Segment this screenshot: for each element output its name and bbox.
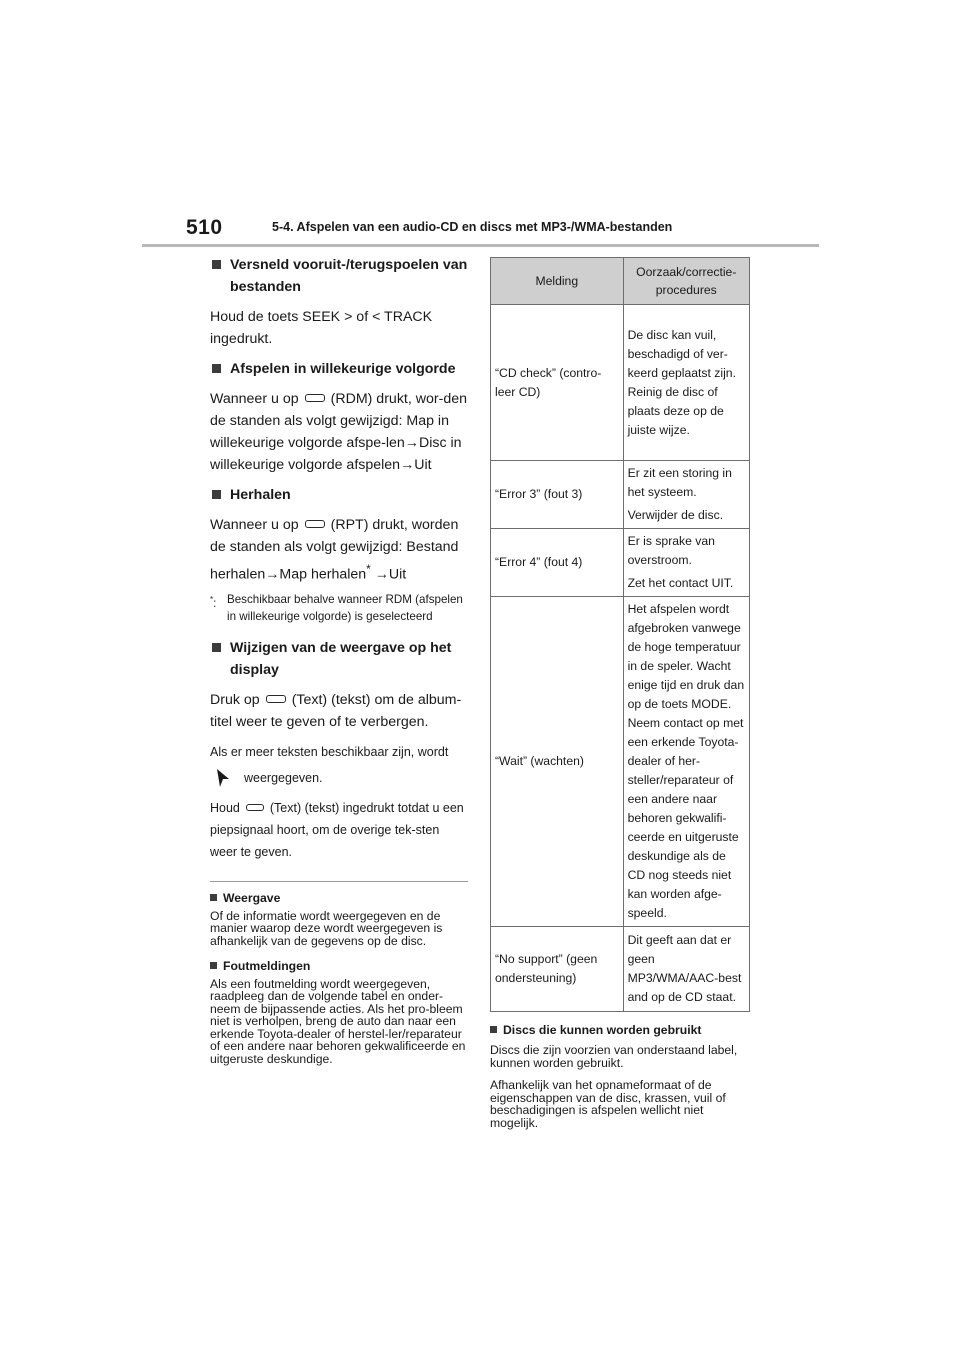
footnote: *: Beschikbaar behalve wanneer RDM (afspelen in willekeurige volgorde) is geselecteerd: [210, 592, 463, 623]
note-discs-text-1: Discs die zijn voorzien van onderstaand label, kunnen worden gebruikt.: [490, 1043, 738, 1070]
paragraph-text-toggle: Druk op (Text) (tekst) om de album-titel weer te geven of te verbergen.: [210, 691, 462, 730]
square-bullet-icon: [210, 962, 217, 969]
header-message: Melding: [491, 258, 624, 305]
table-row: [491, 461, 750, 529]
cause-cell: Er is sprake van overstroom. Zet het contact UIT.: [623, 529, 749, 597]
paragraph-repeat: Wanneer u op (RPT) drukt, worden de standen als volgt gewijzigd: Bestand herhalen→Map herhalen* →Uit: [210, 517, 459, 583]
paragraph-more-text: Als er meer teksten beschikbaar zijn, wordt: [210, 744, 449, 759]
header-cause: Oorzaak/correctie-procedures: [623, 258, 749, 305]
square-bullet-icon: [212, 643, 221, 652]
message-cell: “Wait” (wachten): [491, 597, 624, 927]
table-row: [491, 305, 750, 461]
arrow-row: weergegeven.: [210, 767, 468, 789]
cause-cell: Het afspelen wordt afgebroken vanwege de hoge temperatuur in de speler. Wacht enige tijd en druk dan op de toets MODE. Neem contact op met een erkende Toyota-dealer of her-steller/reparateur of een andere naar behoren gekwalifi-ceerde en uitgeruste deskundige als de CD nog steeds niet kan worden afge-speeld.: [623, 597, 749, 927]
square-bullet-icon: [490, 1026, 497, 1033]
square-bullet-icon: [212, 364, 221, 373]
square-bullet-icon: [210, 894, 217, 901]
paragraph-hold-text: Houd (Text) (tekst) ingedrukt totdat u een piepsignaal hoort, om de overige tek-sten weer te geven.: [210, 800, 464, 859]
discs-note: [490, 1022, 750, 1130]
right-column: [490, 257, 750, 1140]
message-cell: “Error 4” (fout 4): [491, 529, 624, 597]
note-heading-display: Weergave: [210, 890, 468, 906]
heading-repeat: Herhalen: [210, 484, 468, 506]
cause-cell: Dit geeft aan dat er geen MP3/WMA/AAC-best and op de CD staat.: [623, 927, 749, 1012]
page-header: [142, 214, 819, 248]
message-cell: “No support” (geen ondersteuning): [491, 927, 624, 1012]
section-divider: [210, 881, 468, 882]
heading-display: Wijzigen van de weergave op het display: [210, 637, 468, 681]
heading-fast-forward: Versneld vooruit-/terugspoelen van bestanden: [210, 254, 468, 298]
note-errors-text: Als een foutmelding wordt weergegeven, raadpleeg dan de volgende tabel en onder-neem de bijpassende acties. Als het pro-bleem niet is verholpen, breng de auto dan naar een erkende Toyota-dealer of herstel-ler/reparateur of een andere naar behoren gekwalificeerde en uitgeruste deskundige.: [210, 976, 466, 1067]
rdm-button-icon: [305, 394, 325, 402]
note-discs-text-2: Afhankelijk van het opnameformaat of de eigenschappen van de disc, krassen, vuil of beschadigingen is afspelen wellicht niet mogelijk.: [490, 1078, 726, 1130]
text-button-icon: [266, 695, 286, 703]
footnote-ref: *: [366, 562, 371, 576]
square-bullet-icon: [212, 490, 221, 499]
cause-cell: De disc kan vuil, beschadigd of ver-keerd geplaatst zijn. Reinig de disc of plaats deze op de juiste wijze.: [623, 305, 749, 461]
section-title: 5-4. Afspelen van een audio-CD en discs met MP3-/WMA-bestanden: [272, 220, 673, 234]
message-cell: “Error 3” (fout 3): [491, 461, 624, 529]
message-cell: “CD check” (contro-leer CD): [491, 305, 624, 461]
heading-random: Afspelen in willekeurige volgorde: [210, 358, 468, 380]
square-bullet-icon: [212, 260, 221, 269]
table-header-row: [491, 258, 750, 305]
rpt-button-icon: [305, 520, 325, 528]
table-row: [491, 927, 750, 1012]
error-table: [490, 257, 750, 1012]
note-heading-discs: Discs die kunnen worden gebruikt: [490, 1022, 750, 1038]
page-number: 510: [186, 216, 223, 239]
text-button-icon: [246, 804, 264, 811]
paragraph-random: Wanneer u op (RDM) drukt, wor-den de standen als volgt gewijzigd: Map in willekeurige volgorde afspe-len→Disc in willekeurige volgorde afspelen→Uit: [210, 391, 467, 473]
note-display-text: Of de informatie wordt weergegeven en de manier waarop deze wordt weergegeven is afhankelijk van de gegevens op de disc.: [210, 908, 443, 948]
note-heading-errors: Foutmeldingen: [210, 958, 468, 974]
cause-cell: Er zit een storing in het systeem. Verwijder de disc.: [623, 461, 749, 529]
paragraph-seek: Houd de toets SEEK > of < TRACK ingedrukt.: [210, 309, 433, 347]
left-column: [210, 254, 468, 1076]
more-text-arrow-icon: [212, 767, 234, 789]
table-row: [491, 597, 750, 927]
table-row: [491, 529, 750, 597]
header-rule: [142, 244, 819, 247]
